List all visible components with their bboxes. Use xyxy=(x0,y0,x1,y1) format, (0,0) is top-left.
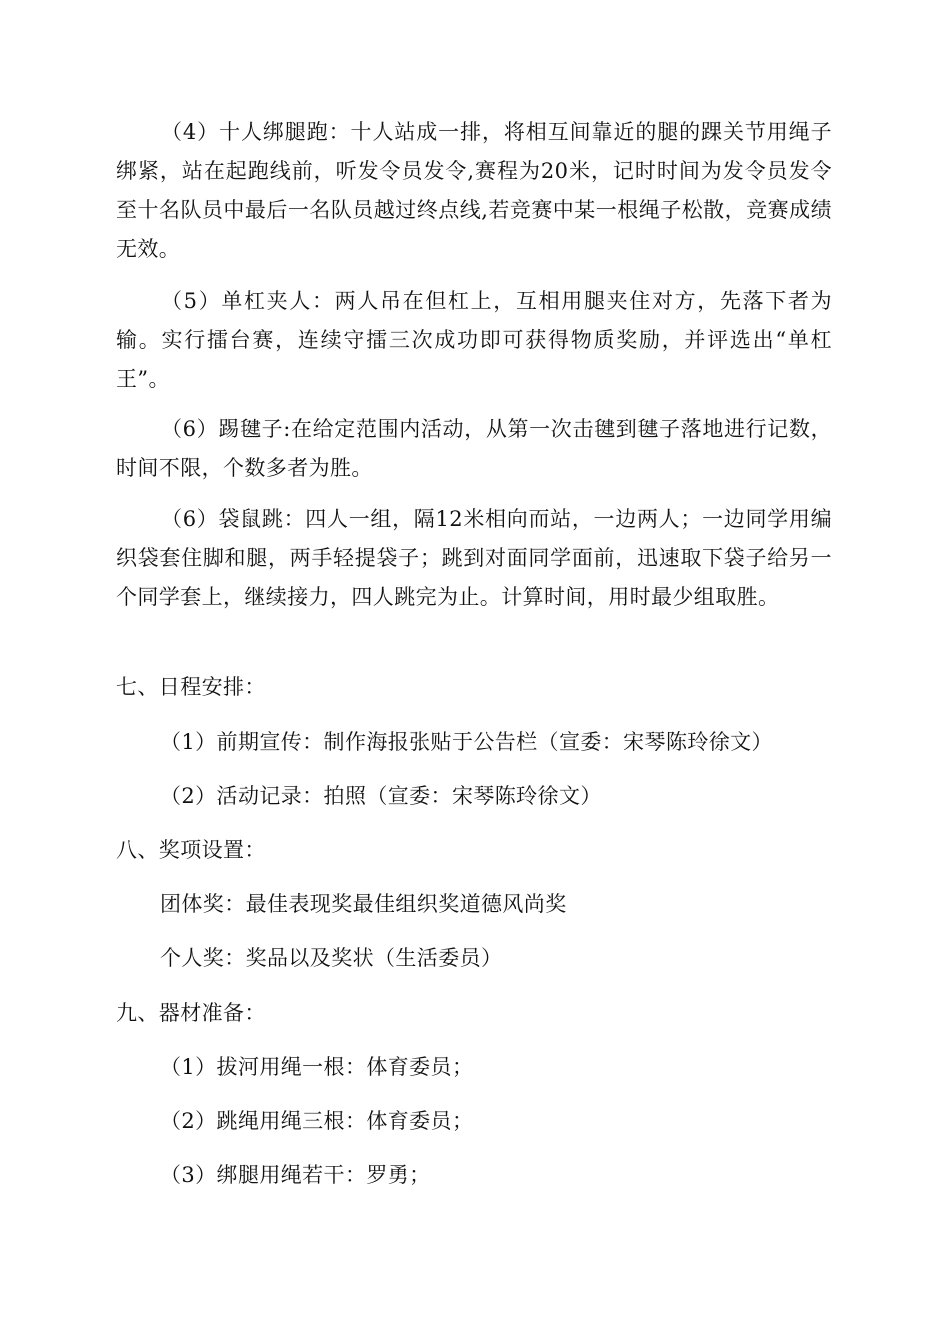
section-heading-awards: 八、奖项设置： xyxy=(116,838,266,862)
equipment-item-tug-of-war-rope: （1）拔河用绳一根：体育委员； xyxy=(160,1055,474,1079)
award-item-individual: 个人奖：奖品以及奖状（生活委员） xyxy=(160,946,503,970)
schedule-item-publicity: （1）前期宣传：制作海报张贴于公告栏（宣委：宋琴陈玲徐文） xyxy=(160,730,773,754)
schedule-item-recording: （2）活动记录：拍照（宣委：宋琴陈玲徐文） xyxy=(160,784,602,808)
section-heading-schedule: 七、日程安排： xyxy=(116,675,266,699)
equipment-item-skipping-ropes: （2）跳绳用绳三根：体育委员； xyxy=(160,1109,474,1133)
section-heading-equipment: 九、器材准备： xyxy=(116,1001,266,1025)
award-item-team: 团体奖：最佳表现奖最佳组织奖道德风尚奖 xyxy=(160,892,567,916)
equipment-item-leg-binding-ropes: （3）绑腿用绳若干：罗勇； xyxy=(160,1163,431,1187)
event-kangaroo-jump: （6）袋鼠跳：四人一组，隔12米相向而站，一边两人；一边同学用编织袋套住脚和腿，两手轻提袋子；跳到对面同学面前，迅速取下袋子给另一个同学套上，继续接力，四人跳完为止。计算时间，用时最少组取胜。 xyxy=(116,507,832,609)
event-shuttlecock-kicking: （6）踢毽子:在给定范围内活动，从第一次击毽到毽子落地进行记数，时间不限，个数多者为胜。 xyxy=(116,417,832,480)
event-horizontal-bar-clamp: （5）单杠夹人：两人吊在但杠上，互相用腿夹住对方，先落下者为输。实行擂台赛，连续守擂三次成功即可获得物质奖励，并评选出“单杠王”。 xyxy=(116,289,832,391)
event-ten-person-three-legged-race: （4）十人绑腿跑：十人站成一排，将相互间靠近的腿的踝关节用绳子绑紧，站在起跑线前，听发令员发令,赛程为20米，记时时间为发令员发令至十名队员中最后一名队员越过终点线,若竞赛中某一根绳子松散，竞赛成绩无效。 xyxy=(116,120,832,261)
